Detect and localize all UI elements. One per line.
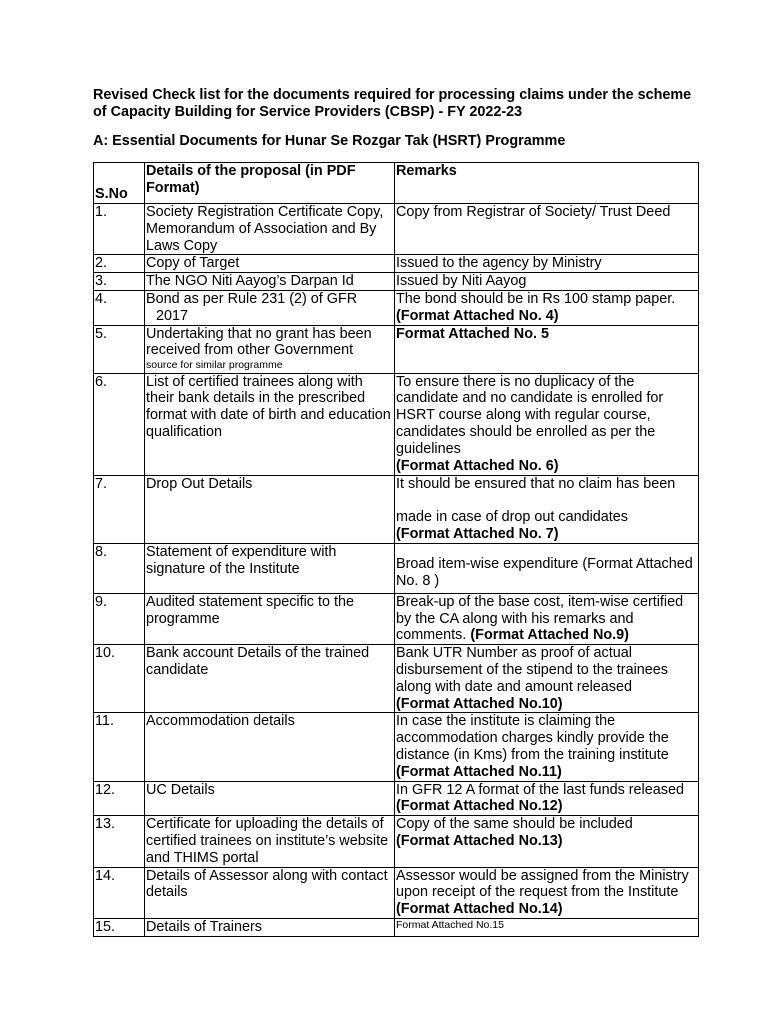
table-row <box>94 373 699 475</box>
document-title: Revised Check list for the documents required for processing claims under the scheme of Capacity Building for Service Providers (CBSP) - FY 2022-23 <box>93 87 692 120</box>
table-header-row <box>94 163 699 204</box>
table-row <box>94 645 699 713</box>
row-details: Details of Assessor along with contact details <box>145 867 395 918</box>
format-attached-label: (Format Attached No.10) <box>396 695 563 712</box>
row-remarks <box>395 325 699 373</box>
row-details-line2: 2017 <box>156 307 189 324</box>
row-details: UC Details <box>145 781 395 816</box>
header-details: Details of the proposal (in PDF Format) <box>145 163 395 204</box>
row-sno: 11. <box>94 713 145 781</box>
row-remarks: Format Attached No.15 <box>395 918 699 936</box>
table-row <box>94 204 699 255</box>
row-sno: 8. <box>94 543 145 593</box>
row-details: Society Registration Certificate Copy, Memorandum of Association and By Laws Copy <box>145 204 395 255</box>
row-remarks-text: Copy of the same should be included <box>396 816 633 833</box>
row-remarks-text: The bond should be in Rs 100 stamp paper. <box>396 290 676 307</box>
row-details: Details of Trainers <box>145 918 395 936</box>
format-attached-label: (Format Attached No.13) <box>396 832 563 849</box>
row-sno: 5. <box>94 325 145 373</box>
row-remarks <box>395 713 699 781</box>
checklist-table <box>93 162 699 937</box>
row-details: Audited statement specific to the programme <box>145 593 395 644</box>
table-row <box>94 781 699 816</box>
section-heading: A: Essential Documents for Hunar Se Rozgar Tak (HSRT) Programme <box>93 133 566 149</box>
table-row <box>94 713 699 781</box>
row-sno: 12. <box>94 781 145 816</box>
row-remarks <box>395 373 699 475</box>
format-attached-label: (Format Attached No. 4) <box>396 307 559 324</box>
format-attached-label: (Format Attached No. 6) <box>396 457 559 474</box>
row-details <box>145 290 395 325</box>
table-row <box>94 593 699 644</box>
table-row <box>94 255 699 273</box>
row-details: Accommodation details <box>145 713 395 781</box>
row-sno: 3. <box>94 273 145 291</box>
row-remarks <box>395 475 699 543</box>
row-details: Bank account Details of the trained candidate <box>145 645 395 713</box>
row-remarks: Issued by Niti Aayog <box>395 273 699 291</box>
table-row <box>94 475 699 543</box>
table-row <box>94 816 699 867</box>
row-remarks-text: To ensure there is no duplicacy of the candidate and no candidate is enrolled for HSRT course along with regular course, candidates should be enrolled as per the guidelines <box>396 373 664 457</box>
row-details-small: source for similar programme <box>146 359 283 372</box>
row-sno: 7. <box>94 475 145 543</box>
row-remarks-text: Bank UTR Number as proof of actual disbursement of the stipend to the trainees along with date and amount released <box>396 645 668 695</box>
row-remarks <box>395 543 699 593</box>
table-row <box>94 273 699 291</box>
row-remarks <box>395 867 699 918</box>
row-details: Statement of expenditure with signature of the Institute <box>145 543 395 593</box>
row-remarks-text: In GFR 12 A format of the last funds released <box>396 781 684 798</box>
row-details: Certificate for uploading the details of certified trainees on institute’s website and THIMS portal <box>145 816 395 867</box>
row-remarks-text: Broad item-wise expenditure (Format Attached No. 8 ) <box>396 555 693 589</box>
row-details: Drop Out Details <box>145 475 395 543</box>
format-attached-label: (Format Attached No.12) <box>396 798 563 815</box>
format-attached-label: (Format Attached No. 7) <box>396 525 559 542</box>
row-remarks: Copy from Registrar of Society/ Trust Deed <box>395 204 699 255</box>
table-row <box>94 918 699 936</box>
row-remarks-text: In case the institute is claiming the accommodation charges kindly provide the distance (in Kms) from the training institute <box>396 713 669 763</box>
row-remarks-text: made in case of drop out candidates <box>396 509 628 526</box>
table-row <box>94 325 699 373</box>
row-sno: 10. <box>94 645 145 713</box>
row-sno: 6. <box>94 373 145 475</box>
row-sno: 2. <box>94 255 145 273</box>
table-row <box>94 290 699 325</box>
row-sno: 4. <box>94 290 145 325</box>
row-details <box>145 325 395 373</box>
table-row <box>94 543 699 593</box>
row-remarks <box>395 290 699 325</box>
header-sno: S.No <box>94 163 145 204</box>
row-details-text: Undertaking that no grant has been received from other Government <box>146 325 372 359</box>
row-details: List of certified trainees along with their bank details in the prescribed format with date of birth and education qualification <box>145 373 395 475</box>
row-sno: 15. <box>94 918 145 936</box>
row-remarks <box>395 781 699 816</box>
row-sno: 14. <box>94 867 145 918</box>
row-remarks-line1: It should be ensured that no claim has been <box>396 475 676 492</box>
row-remarks: Issued to the agency by Ministry <box>395 255 699 273</box>
row-details-line1: Bond as per Rule 231 (2) of GFR <box>146 290 358 307</box>
row-remarks <box>395 593 699 644</box>
row-remarks-text: Break-up of the base cost, item-wise certified by the CA along with his remarks and comments. <box>396 593 684 644</box>
row-sno: 1. <box>94 204 145 255</box>
format-attached-label: (Format Attached No.14) <box>396 901 563 918</box>
table-row <box>94 867 699 918</box>
row-remarks <box>395 645 699 713</box>
format-attached-label: Format Attached No. 5 <box>396 325 549 342</box>
row-details: Copy of Target <box>145 255 395 273</box>
row-remarks-text: Assessor would be assigned from the Ministry upon receipt of the request from the Institute <box>396 867 689 901</box>
row-details: The NGO Niti Aayog’s Darpan Id <box>145 273 395 291</box>
row-remarks <box>395 816 699 867</box>
row-sno: 13. <box>94 816 145 867</box>
format-attached-label: (Format Attached No.9) <box>470 627 629 644</box>
format-attached-label: (Format Attached No.11) <box>396 763 562 780</box>
header-remarks: Remarks <box>395 163 699 204</box>
row-sno: 9. <box>94 593 145 644</box>
